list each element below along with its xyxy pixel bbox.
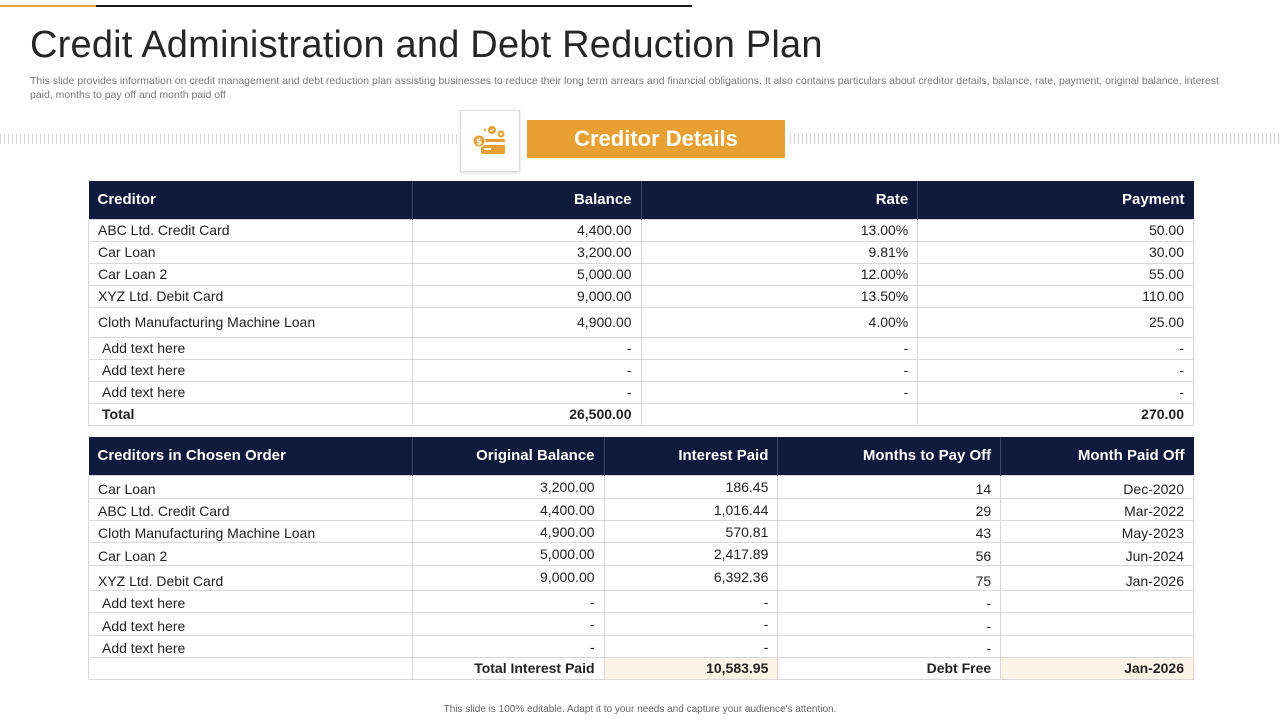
cell-month-paid-off: Dec-2020 bbox=[1001, 475, 1194, 498]
header-interest-paid: Interest Paid bbox=[604, 437, 778, 475]
cell-rate: 4.00% bbox=[641, 307, 918, 337]
cell-creditor: XYZ Ltd. Debit Card bbox=[89, 565, 413, 590]
cell-creditor: XYZ Ltd. Debit Card bbox=[89, 285, 413, 307]
cell-payment: - bbox=[918, 337, 1194, 359]
cell-creditor: Car Loan 2 bbox=[89, 542, 413, 565]
table-row bbox=[89, 475, 1194, 498]
chosen-order-table bbox=[88, 437, 1194, 680]
summary-empty-cell bbox=[89, 657, 413, 679]
cell-creditor: Add text here bbox=[89, 359, 413, 381]
cell-interest-paid: 2,417.89 bbox=[604, 542, 778, 565]
top-accent-line bbox=[0, 5, 96, 7]
total-payment: 270.00 bbox=[918, 403, 1194, 425]
table-row bbox=[89, 337, 1194, 359]
table-header-row bbox=[89, 437, 1194, 475]
cell-months: 29 bbox=[778, 498, 1001, 520]
cell-balance: - bbox=[412, 337, 641, 359]
table-row bbox=[89, 219, 1194, 241]
page-subtitle: This slide provides information on credit management and debt reduction plan assisting businesses to reduce their long term arrears and financial obligations. It also contains particulars about creditor details, balance, rate, payment, original balance, interest paid, months to pay off and month paid off bbox=[30, 75, 1219, 101]
table-row bbox=[89, 359, 1194, 381]
table-row bbox=[89, 263, 1194, 285]
total-balance: 26,500.00 bbox=[412, 403, 641, 425]
table-row bbox=[89, 381, 1194, 403]
cell-creditor: Cloth Manufacturing Machine Loan bbox=[89, 520, 413, 542]
cell-rate: - bbox=[641, 337, 918, 359]
header-creditor-order: Creditors in Chosen Order bbox=[89, 437, 413, 475]
cell-month-paid-off bbox=[1001, 635, 1194, 657]
cell-creditor: Add text here bbox=[89, 612, 413, 635]
cell-months: 75 bbox=[778, 565, 1001, 590]
cell-creditor: ABC Ltd. Credit Card bbox=[89, 219, 413, 241]
cell-creditor: Car Loan bbox=[89, 475, 413, 498]
cell-months: 56 bbox=[778, 542, 1001, 565]
cell-months: - bbox=[778, 590, 1001, 612]
table-row bbox=[89, 520, 1194, 542]
header-creditor: Creditor bbox=[89, 181, 413, 219]
money-credit-card-icon bbox=[470, 121, 510, 161]
cell-rate: - bbox=[641, 381, 918, 403]
section-icon-box bbox=[460, 110, 520, 172]
cell-month-paid-off: Jan-2026 bbox=[1001, 565, 1194, 590]
cell-balance: 3,200.00 bbox=[412, 241, 641, 263]
cell-original-balance: 4,900.00 bbox=[412, 520, 604, 542]
total-interest-value: 10,583.95 bbox=[604, 657, 778, 679]
cell-month-paid-off: Jun-2024 bbox=[1001, 542, 1194, 565]
cell-rate: 9.81% bbox=[641, 241, 918, 263]
cell-original-balance: 4,400.00 bbox=[412, 498, 604, 520]
cell-payment: 110.00 bbox=[918, 285, 1194, 307]
cell-payment: - bbox=[918, 359, 1194, 381]
cell-interest-paid: 1,016.44 bbox=[604, 498, 778, 520]
cell-original-balance: - bbox=[412, 635, 604, 657]
cell-original-balance: 5,000.00 bbox=[412, 542, 604, 565]
cell-balance: - bbox=[412, 359, 641, 381]
cell-balance: 5,000.00 bbox=[412, 263, 641, 285]
total-label: Total bbox=[89, 403, 413, 425]
cell-month-paid-off: May-2023 bbox=[1001, 520, 1194, 542]
table-row bbox=[89, 635, 1194, 657]
footer-note: This slide is 100% editable. Adapt it to your needs and capture your audience's attention. bbox=[443, 704, 837, 715]
cell-original-balance: - bbox=[412, 612, 604, 635]
cell-balance: - bbox=[412, 381, 641, 403]
page-title: Credit Administration and Debt Reduction Plan bbox=[30, 24, 823, 66]
cell-rate: 13.50% bbox=[641, 285, 918, 307]
header-months-to-pay-off: Months to Pay Off bbox=[778, 437, 1001, 475]
cell-original-balance: 9,000.00 bbox=[412, 565, 604, 590]
cell-interest-paid: - bbox=[604, 612, 778, 635]
cell-creditor: Car Loan bbox=[89, 241, 413, 263]
table-row bbox=[89, 307, 1194, 337]
total-rate bbox=[641, 403, 918, 425]
table-row bbox=[89, 565, 1194, 590]
section-banner: Creditor Details bbox=[527, 120, 785, 158]
table-header-row bbox=[89, 181, 1194, 219]
debt-free-date: Jan-2026 bbox=[1001, 657, 1194, 679]
cell-rate: - bbox=[641, 359, 918, 381]
cell-original-balance: - bbox=[412, 590, 604, 612]
cell-payment: 25.00 bbox=[918, 307, 1194, 337]
cell-months: - bbox=[778, 635, 1001, 657]
cell-payment: - bbox=[918, 381, 1194, 403]
cell-rate: 12.00% bbox=[641, 263, 918, 285]
dotted-divider-right bbox=[790, 134, 1280, 144]
cell-creditor: Add text here bbox=[89, 337, 413, 359]
cell-creditor: Add text here bbox=[89, 381, 413, 403]
header-original-balance: Original Balance bbox=[412, 437, 604, 475]
cell-payment: 50.00 bbox=[918, 219, 1194, 241]
cell-payment: 55.00 bbox=[918, 263, 1194, 285]
header-rate: Rate bbox=[641, 181, 918, 219]
cell-original-balance: 3,200.00 bbox=[412, 475, 604, 498]
cell-months: 14 bbox=[778, 475, 1001, 498]
cell-creditor: Cloth Manufacturing Machine Loan bbox=[89, 307, 413, 337]
cell-interest-paid: 570.81 bbox=[604, 520, 778, 542]
table-row bbox=[89, 542, 1194, 565]
cell-interest-paid: - bbox=[604, 590, 778, 612]
top-rule bbox=[96, 5, 692, 7]
table-row bbox=[89, 285, 1194, 307]
cell-balance: 9,000.00 bbox=[412, 285, 641, 307]
cell-interest-paid: 186.45 bbox=[604, 475, 778, 498]
cell-creditor: Add text here bbox=[89, 635, 413, 657]
table-row bbox=[89, 590, 1194, 612]
cell-payment: 30.00 bbox=[918, 241, 1194, 263]
table-row bbox=[89, 241, 1194, 263]
cell-interest-paid: - bbox=[604, 635, 778, 657]
creditor-table bbox=[88, 181, 1194, 426]
dotted-divider-left bbox=[0, 134, 460, 144]
header-balance: Balance bbox=[412, 181, 641, 219]
cell-balance: 4,900.00 bbox=[412, 307, 641, 337]
cell-creditor: Car Loan 2 bbox=[89, 263, 413, 285]
cell-months: 43 bbox=[778, 520, 1001, 542]
cell-creditor: Add text here bbox=[89, 590, 413, 612]
cell-months: - bbox=[778, 612, 1001, 635]
debt-free-label: Debt Free bbox=[778, 657, 1001, 679]
total-interest-label: Total Interest Paid bbox=[412, 657, 604, 679]
header-month-paid-off: Month Paid Off bbox=[1001, 437, 1194, 475]
cell-creditor: ABC Ltd. Credit Card bbox=[89, 498, 413, 520]
total-row bbox=[89, 403, 1194, 425]
table-row bbox=[89, 498, 1194, 520]
cell-balance: 4,400.00 bbox=[412, 219, 641, 241]
header-payment: Payment bbox=[918, 181, 1194, 219]
cell-interest-paid: 6,392.36 bbox=[604, 565, 778, 590]
cell-month-paid-off bbox=[1001, 590, 1194, 612]
table-row bbox=[89, 612, 1194, 635]
cell-month-paid-off bbox=[1001, 612, 1194, 635]
cell-month-paid-off: Mar-2022 bbox=[1001, 498, 1194, 520]
svg-text:$: $ bbox=[475, 137, 483, 148]
summary-row bbox=[89, 657, 1194, 679]
cell-rate: 13.00% bbox=[641, 219, 918, 241]
